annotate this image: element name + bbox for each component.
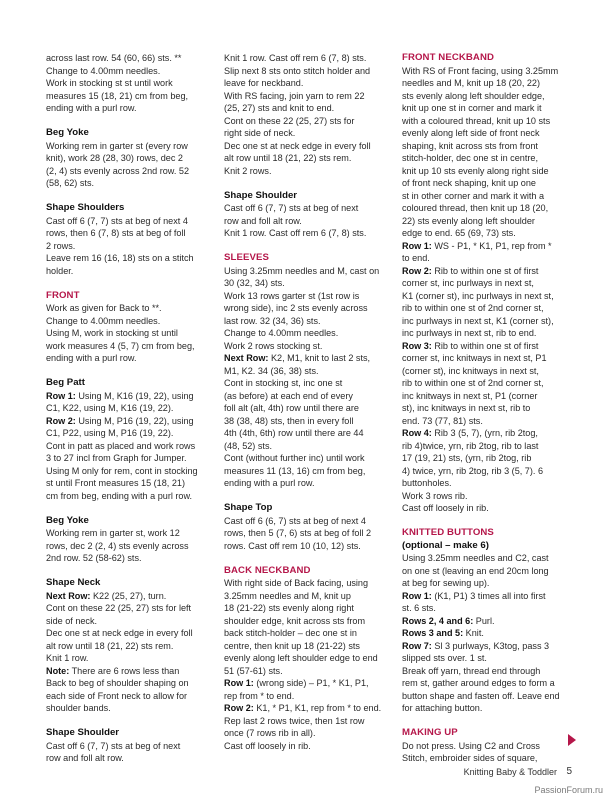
instruction-paragraph: [224, 202, 392, 240]
text-line: shaping, knit across sts from front: [402, 140, 538, 151]
text-line: corner st, inc knitways in next st, P1: [402, 353, 547, 363]
row-text: There are 6 rows less than: [69, 665, 180, 676]
text-line: 17 (19, 21) sts, (yrn, rib 2tog, rib: [402, 453, 532, 463]
text-line: row and foll alt row.: [224, 215, 302, 226]
text-line: 2 rows.: [46, 240, 76, 251]
subsection-heading: Beg Yoke: [46, 127, 89, 138]
text-line: Change to 4.00mm needles.: [46, 315, 161, 326]
text-line: evenly along left shoulder edge to end: [224, 653, 378, 663]
text-line: With right side of Back facing, using: [224, 578, 369, 588]
instruction-paragraph: [224, 52, 392, 177]
row-text: Knit.: [463, 628, 484, 638]
instruction-paragraph: [46, 52, 212, 115]
text-line: rows, then 5 (7, 6) sts at beg of foll 2: [224, 528, 372, 538]
text-line: knit), work 28 (28, 30) rows, dec 2: [46, 153, 183, 163]
text-line: [224, 702, 392, 715]
text-line: corner st, inc purlways in next st,: [402, 278, 534, 288]
row-label: Row 2:: [46, 415, 76, 426]
text-line: back stitch-holder – dec one st in: [224, 628, 357, 638]
column-middle: [224, 52, 392, 752]
text-line: (as before) at each end of every: [224, 390, 353, 401]
section-gap: [402, 715, 570, 728]
row-label: Rows 3 and 5:: [402, 628, 464, 638]
page-number: 5: [566, 766, 572, 777]
text-line: 3.25mm needles and M, knit up: [224, 590, 351, 601]
text-line: inc purlways in next st, K1 (corner st),: [402, 315, 554, 326]
text-line: M1, K2. 34 (36, 38) sts.: [224, 365, 319, 376]
text-line: of front neck shaping, knit up one: [402, 178, 536, 188]
text-line: st), inc knitways in next st, rib to: [402, 403, 531, 413]
section-gap: [224, 490, 392, 503]
text-line: alt row until 18 (21, 22) sts rem.: [46, 640, 174, 651]
section-gap: [46, 365, 212, 378]
text-line: slipped sts over. 1 st.: [402, 653, 487, 663]
section-gap: [224, 177, 392, 190]
row-label: Row 1:: [402, 240, 432, 251]
text-line: sts evenly along left shoulder edge,: [402, 90, 545, 101]
text-line: C1, K22, using M, K16 (19, 22).: [46, 403, 174, 413]
text-line: for attaching button.: [402, 703, 483, 713]
instruction-paragraph: [402, 65, 570, 515]
text-line: [402, 590, 570, 603]
text-line: Using M, work in stocking st until: [46, 328, 178, 338]
instruction-paragraph: [46, 740, 212, 765]
section-heading: SLEEVES: [224, 252, 269, 263]
text-line: Leave rem 16 (16, 18) sts on a stitch: [46, 253, 194, 263]
text-line: end. 73 (77, 81) sts.: [402, 415, 483, 426]
text-line: Knit 1 row. Cast off rem 6 (7, 8) sts.: [224, 53, 367, 63]
text-line: 4) twice, yrn, rib 2tog, rib 3 (5, 7). 6: [402, 465, 544, 476]
section-gap: [46, 115, 212, 128]
instruction-paragraph: [224, 265, 392, 490]
text-line: Using M only for rem, cont in stocking: [46, 465, 198, 476]
text-line: ending with a purl row.: [46, 353, 137, 363]
text-line: Working rem in garter st, work 12: [46, 528, 180, 538]
text-line: side of neck.: [46, 615, 98, 626]
row-text: WS - P1, * K1, P1, rep from *: [431, 240, 552, 251]
section-gap: [402, 515, 570, 528]
text-line: Change to 4.00mm needles.: [224, 328, 339, 338]
text-line: 30 (32, 34) sts.: [224, 278, 285, 288]
text-line: [402, 340, 570, 353]
text-line: Cast off loosely in rib.: [402, 503, 489, 513]
text-line: 38 (38, 48) sts, then in every foll: [224, 415, 354, 426]
text-line: rows, dec 2 (2, 4) sts evenly across: [46, 540, 189, 551]
row-text: K22 (25, 27), turn.: [90, 590, 167, 601]
text-line: [402, 240, 570, 253]
instruction-paragraph: [46, 215, 212, 278]
text-line: knit up one st in corner and mark it: [402, 103, 542, 113]
text-line: st. 6 sts.: [402, 603, 436, 613]
row-text: Purl.: [473, 615, 495, 626]
instruction-paragraph: [224, 577, 392, 752]
row-label: Row 7:: [402, 640, 432, 651]
text-line: (2, 4) sts evenly across 2nd row. 52: [46, 165, 190, 176]
text-line: at beg for sewing up).: [402, 578, 490, 588]
text-line: [46, 590, 212, 603]
text-line: Cont (without further inc) until work: [224, 453, 365, 463]
text-line: holder.: [46, 265, 74, 276]
text-line: 51 (57-61) sts.: [224, 665, 283, 676]
text-line: (48, 52) sts.: [224, 440, 273, 451]
text-line: rep from * to end.: [224, 690, 295, 701]
section-heading: FRONT: [46, 289, 80, 301]
row-label: Row 2:: [402, 265, 432, 276]
text-line: rib 4)twice, yrn, rib 2tog, rib to last: [402, 440, 539, 451]
text-line: to end.: [402, 253, 430, 263]
row-text: Rib 3 (5, 7), (yrn, rib 2tog,: [431, 428, 538, 438]
text-line: Using 3.25mm needles and M, cast on: [224, 265, 380, 276]
instruction-paragraph: [46, 302, 212, 365]
section-heading: FRONT NECKBAND: [402, 52, 495, 63]
row-label: Next Row:: [46, 590, 91, 601]
text-line: 4th (4th, 6th) row until there are 44: [224, 428, 364, 438]
text-line: Change to 4.00mm needles.: [46, 65, 161, 76]
text-line: C1, P22, using M, P16 (19, 22).: [46, 428, 174, 438]
text-line: right side of neck.: [224, 128, 296, 138]
text-line: 2nd row. 52 (58-62) sts.: [46, 553, 142, 563]
text-line: Work in stocking st st until work: [46, 78, 173, 88]
text-line: K1 (corner st), inc purlways in next st,: [402, 290, 554, 301]
text-line: cm from beg, ending with a purl row.: [46, 490, 193, 501]
text-line: centre, then knit up 18 (21-22) sts: [224, 640, 360, 651]
watermark: PassionForum.ru: [534, 785, 603, 795]
text-line: Back to beg of shoulder shaping on: [46, 678, 189, 688]
row-label: Row 1:: [46, 390, 76, 401]
text-line: Using 3.25mm needles and C2, cast: [402, 553, 549, 563]
subsection-heading: Shape Top: [224, 502, 273, 513]
text-line: Knit 1 row. Cast off rem 6 (7, 8) sts.: [224, 228, 367, 238]
subsection-heading: Shape Shoulder: [46, 727, 120, 738]
text-line: With RS of Front facing, using 3.25mm: [402, 65, 559, 76]
section-gap: [46, 565, 212, 578]
text-line: Dec one st at neck edge in every foll: [224, 140, 371, 151]
section-heading: MAKING UP: [402, 727, 458, 738]
subsection-heading: (optional – make 6): [402, 539, 489, 551]
text-line: Break off yarn, thread end through: [402, 665, 541, 676]
row-label: Row 4:: [402, 428, 432, 438]
text-line: 22) sts evenly along left shoulder: [402, 215, 535, 226]
subsection-heading: Beg Yoke: [46, 514, 89, 526]
text-line: foll alt (alt, 4th) row until there are: [224, 403, 359, 413]
text-line: Cast off 6 (7, 7) sts at beg of next: [224, 203, 359, 213]
text-line: (25, 27) sts and knit to end.: [224, 103, 335, 113]
section-gap: [46, 502, 212, 515]
text-line: across last row. 54 (60, 66) sts. **: [46, 53, 182, 63]
continue-arrow-icon: [568, 734, 576, 746]
text-line: leave for neckband.: [224, 78, 304, 88]
row-label: Row 2:: [224, 703, 254, 713]
row-label: Rows 2, 4 and 6:: [402, 615, 474, 626]
text-line: edge to end. 65 (69, 73) sts.: [402, 228, 516, 238]
text-line: buttonholes.: [402, 478, 452, 488]
text-line: [46, 390, 212, 403]
row-text: K2, M1, knit to last 2 sts,: [268, 353, 371, 363]
section-heading: KNITTED BUTTONS: [402, 527, 494, 538]
text-line: Work as given for Back to **.: [46, 303, 162, 313]
row-label: Next Row:: [224, 353, 269, 363]
text-line: [224, 352, 392, 365]
text-line: Working rem in garter st (every row: [46, 140, 188, 151]
text-line: alt row until 18 (21, 22) sts rem.: [224, 153, 352, 163]
text-line: Work 13 rows garter st (1st row is: [224, 290, 360, 301]
row-label: Row 3:: [402, 340, 432, 351]
text-line: Cast off 6 (7, 7) sts at beg of next: [46, 740, 181, 751]
row-text: Using M, K16 (19, 22), using: [75, 390, 194, 401]
text-line: st until Front measures 15 (18, 21): [46, 478, 185, 488]
text-line: once (7 rows rib in all).: [224, 728, 316, 738]
text-line: 3 to 27 incl from Graph for Jumper.: [46, 453, 187, 463]
text-line: stitch-holder, dec one st in centre,: [402, 153, 538, 163]
section-gap: [224, 552, 392, 565]
row-text: K1, * P1, K1, rep from * to end.: [253, 703, 382, 713]
text-line: work measures 4 (5, 7) cm from beg,: [46, 340, 195, 351]
text-line: shoulder edge, knit across sts from: [224, 615, 366, 626]
subsection-heading: Shape Shoulder: [224, 189, 298, 201]
text-line: Work 3 rows rib.: [402, 490, 468, 501]
subsection-heading: Shape Shoulders: [46, 202, 125, 213]
magazine-title: Knitting Baby & Toddler: [463, 767, 557, 777]
text-line: [402, 640, 570, 653]
text-line: each side of Front neck to allow for: [46, 690, 188, 701]
text-line: rows. Cast off rem 10 (10, 12) sts.: [224, 540, 361, 551]
text-line: wrong side), inc 2 sts evenly across: [224, 303, 368, 313]
text-line: (corner st), inc knitways in next st,: [402, 365, 539, 376]
text-line: Cont in stocking st, inc one st: [224, 378, 343, 388]
section-gap: [46, 277, 212, 290]
text-line: Rep last 2 rows twice, then 1st row: [224, 715, 365, 726]
text-line: (58, 62) sts.: [46, 178, 95, 188]
section-gap: [224, 240, 392, 253]
instruction-paragraph: [46, 527, 212, 565]
text-line: on one st (leaving an end 20cm long: [402, 565, 549, 576]
text-line: Work 2 rows stocking st.: [224, 340, 323, 351]
text-line: measures 11 (13, 16) cm from beg,: [224, 465, 366, 476]
text-line: [402, 427, 570, 440]
row-text: (wrong side) – P1, * K1, P1,: [253, 678, 369, 688]
text-line: Stitch, embroider sides of square,: [402, 753, 538, 763]
subsection-heading: Beg Patt: [46, 377, 85, 388]
text-line: Knit 1 row.: [46, 653, 89, 663]
text-line: needles and M, knit up 18 (20, 22): [402, 78, 541, 88]
text-line: Do not press. Using C2 and Cross: [402, 740, 540, 751]
text-line: 18 (21-22) sts evenly along right: [224, 603, 354, 613]
row-text: Using M, P16 (19, 22), using: [75, 415, 194, 426]
text-line: evenly along left side of front neck: [402, 128, 540, 138]
text-line: [224, 677, 392, 690]
text-line: knit up 10 sts evenly along right side: [402, 165, 549, 176]
text-line: last row. 32 (34, 36) sts.: [224, 315, 321, 326]
section-gap: [46, 715, 212, 728]
text-line: inc knitways in next st, P1 (corner: [402, 390, 538, 401]
text-line: [46, 415, 212, 428]
text-line: Cast off 6 (6, 7) sts at beg of next 4: [224, 515, 366, 526]
text-line: Cast off 6 (7, 7) sts at beg of next 4: [46, 215, 188, 226]
text-line: row and foll alt row.: [46, 753, 124, 763]
text-line: rem st, gather around edges to form a: [402, 678, 555, 688]
row-label: Row 1:: [224, 678, 254, 688]
text-line: [402, 265, 570, 278]
text-line: [402, 627, 570, 640]
text-line: rib to within one st of 2nd corner st,: [402, 303, 544, 313]
instruction-paragraph: [224, 515, 392, 553]
instruction-paragraph: [402, 552, 570, 715]
text-line: [402, 615, 570, 628]
row-text: Rib to within one st of first: [431, 265, 539, 276]
text-line: Dec one st at neck edge in every foll: [46, 628, 193, 638]
text-line: inc purlways in next st, rib to end.: [402, 328, 537, 338]
text-line: With RS facing, join yarn to rem 22: [224, 90, 365, 101]
text-line: st in other corner and mark it with a: [402, 190, 545, 201]
row-text: (K1, P1) 3 times all into first: [431, 590, 546, 601]
row-label: Note:: [46, 665, 70, 676]
text-line: Knit 2 rows.: [224, 165, 272, 176]
text-line: shoulder bands.: [46, 703, 111, 713]
text-line: ending with a purl row.: [46, 103, 137, 113]
text-line: Cont on these 22 (25, 27) sts for left: [46, 603, 192, 613]
text-line: measures 15 (18, 21) cm from beg,: [46, 90, 189, 101]
row-text: Rib to within one st of first: [431, 340, 539, 351]
text-line: [46, 665, 212, 678]
instruction-paragraph: [46, 390, 212, 503]
instruction-paragraph: [46, 590, 212, 715]
text-line: button shape and fasten off. Leave end: [402, 690, 560, 701]
column-right: [402, 52, 570, 765]
column-left: [46, 52, 212, 765]
text-line: with a coloured thread, knit up 10 sts: [402, 115, 551, 126]
text-line: Cont on these 22 (25, 27) sts for: [224, 115, 355, 126]
section-gap: [46, 190, 212, 203]
subsection-heading: Shape Neck: [46, 577, 101, 588]
page-footer: [0, 767, 609, 797]
text-line: rows, then 6 (7, 8) sts at beg of foll: [46, 228, 186, 238]
text-line: rib to within one st of 2nd corner st,: [402, 378, 544, 388]
instruction-paragraph: [46, 140, 212, 190]
text-line: ending with a purl row.: [224, 478, 315, 488]
text-line: Cont in patt as placed and work rows: [46, 440, 196, 451]
text-line: Cast off loosely in rib.: [224, 740, 311, 751]
row-label: Row 1:: [402, 590, 432, 601]
text-line: Slip next 8 sts onto stitch holder and: [224, 65, 371, 76]
section-heading: BACK NECKBAND: [224, 564, 311, 576]
instruction-paragraph: [402, 740, 570, 765]
text-line: coloured thread, then knit up 18 (20,: [402, 203, 549, 213]
row-text: Sl 3 purlways, K3tog, pass 3: [431, 640, 550, 651]
